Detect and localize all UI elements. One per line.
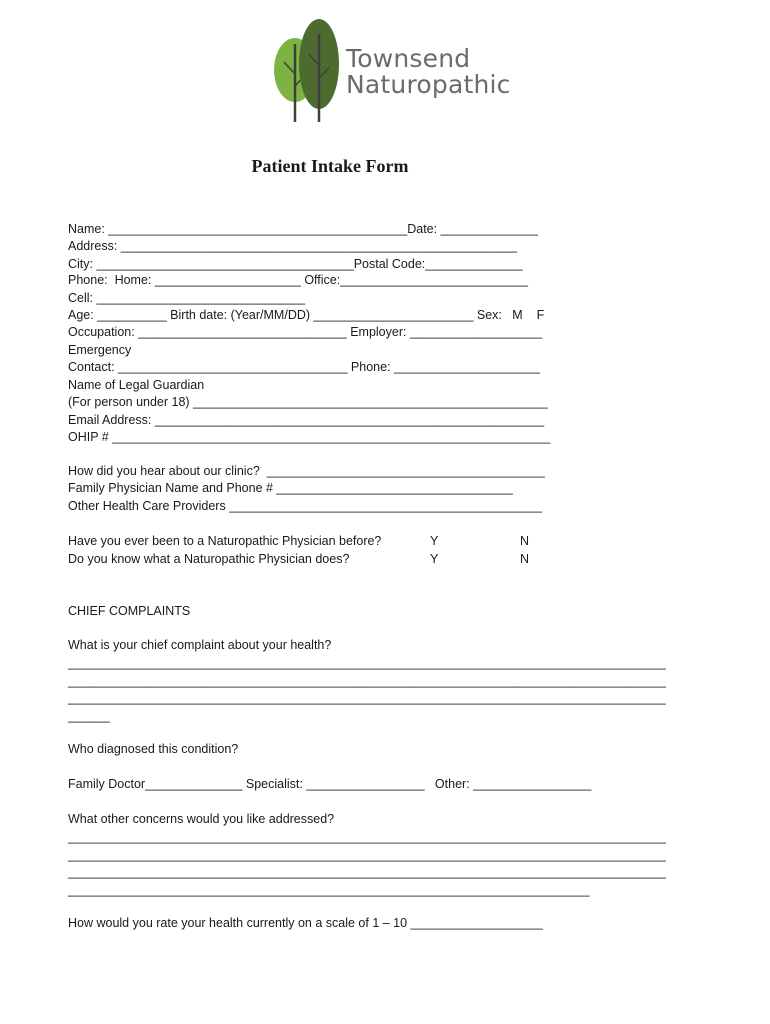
chief-q2-options[interactable]: Family Doctor______________ Specialist: _________________ Other: _________________ bbox=[68, 777, 592, 791]
yn-question-1: Have you ever been to a Naturopathic Physician before? bbox=[68, 534, 382, 548]
yn-1-no[interactable]: N bbox=[520, 534, 530, 548]
email-field[interactable]: Email Address: ________________________________________________________ bbox=[68, 413, 545, 427]
occupation-employer-field[interactable]: Occupation: ______________________________ Employer: ___________________ bbox=[68, 325, 543, 339]
chief-q1-line-4[interactable]: ______ bbox=[68, 709, 110, 723]
chief-q4[interactable]: How would you rate your health currently on a scale of 1 – 10 ___________________ bbox=[68, 916, 543, 930]
city-postal-field[interactable]: City: _____________________________________Postal Code:______________ bbox=[68, 257, 523, 271]
chief-q3: What other concerns would you like addressed? bbox=[68, 812, 335, 826]
yn-question-2: Do you know what a Naturopathic Physician does? bbox=[68, 552, 350, 566]
chief-q3-line-1[interactable]: ______________________________________________________________________________________ bbox=[68, 830, 666, 844]
ohip-field[interactable]: OHIP # _______________________________________________________________ bbox=[68, 430, 551, 444]
guardian-label: Name of Legal Guardian bbox=[68, 378, 205, 392]
yn-2-yes[interactable]: Y bbox=[430, 552, 439, 566]
phone-field[interactable]: Phone: Home: _____________________ Office:___________________________ bbox=[68, 273, 528, 287]
logo-text bbox=[346, 46, 511, 98]
logo-line-2: Naturopathic bbox=[346, 70, 511, 99]
emergency-contact-field[interactable]: Contact: _________________________________ Phone: _____________________ bbox=[68, 360, 540, 374]
chief-q3-line-3[interactable]: ______________________________________________________________________________________ bbox=[68, 865, 666, 879]
other-providers-field[interactable]: Other Health Care Providers _____________________________________________ bbox=[68, 499, 543, 513]
chief-q3-line-4[interactable]: ___________________________________________________________________________ bbox=[68, 883, 590, 897]
family-physician-field[interactable]: Family Physician Name and Phone # __________________________________ bbox=[68, 481, 513, 495]
emergency-label: Emergency bbox=[68, 343, 132, 357]
chief-q1: What is your chief complaint about your health? bbox=[68, 638, 332, 652]
name-date-field[interactable]: Name: ___________________________________________Date: ______________ bbox=[68, 222, 538, 236]
chief-q1-line-3[interactable]: ______________________________________________________________________________________ bbox=[68, 691, 666, 705]
chief-heading: CHIEF COMPLAINTS bbox=[68, 604, 191, 618]
yn-2-no[interactable]: N bbox=[520, 552, 530, 566]
cell-field[interactable]: Cell: ______________________________ bbox=[68, 291, 306, 305]
hear-about-field[interactable]: How did you hear about our clinic? ________________________________________ bbox=[68, 464, 545, 478]
yn-1-yes[interactable]: Y bbox=[430, 534, 439, 548]
chief-q2: Who diagnosed this condition? bbox=[68, 742, 239, 756]
guardian-field[interactable]: (For person under 18) ___________________________________________________ bbox=[68, 395, 548, 409]
address-field[interactable]: Address: _________________________________________________________ bbox=[68, 239, 518, 253]
chief-q1-line-1[interactable]: ______________________________________________________________________________________ bbox=[68, 656, 666, 670]
form-title: Patient Intake Form bbox=[251, 156, 409, 176]
chief-q1-line-2[interactable]: ______________________________________________________________________________________ bbox=[68, 674, 666, 688]
logo-line-1: Townsend bbox=[346, 44, 471, 73]
age-birth-sex-field[interactable]: Age: __________ Birth date: (Year/MM/DD) _______________________ Sex: M F bbox=[68, 308, 545, 322]
chief-q3-line-2[interactable]: ______________________________________________________________________________________ bbox=[68, 848, 666, 862]
